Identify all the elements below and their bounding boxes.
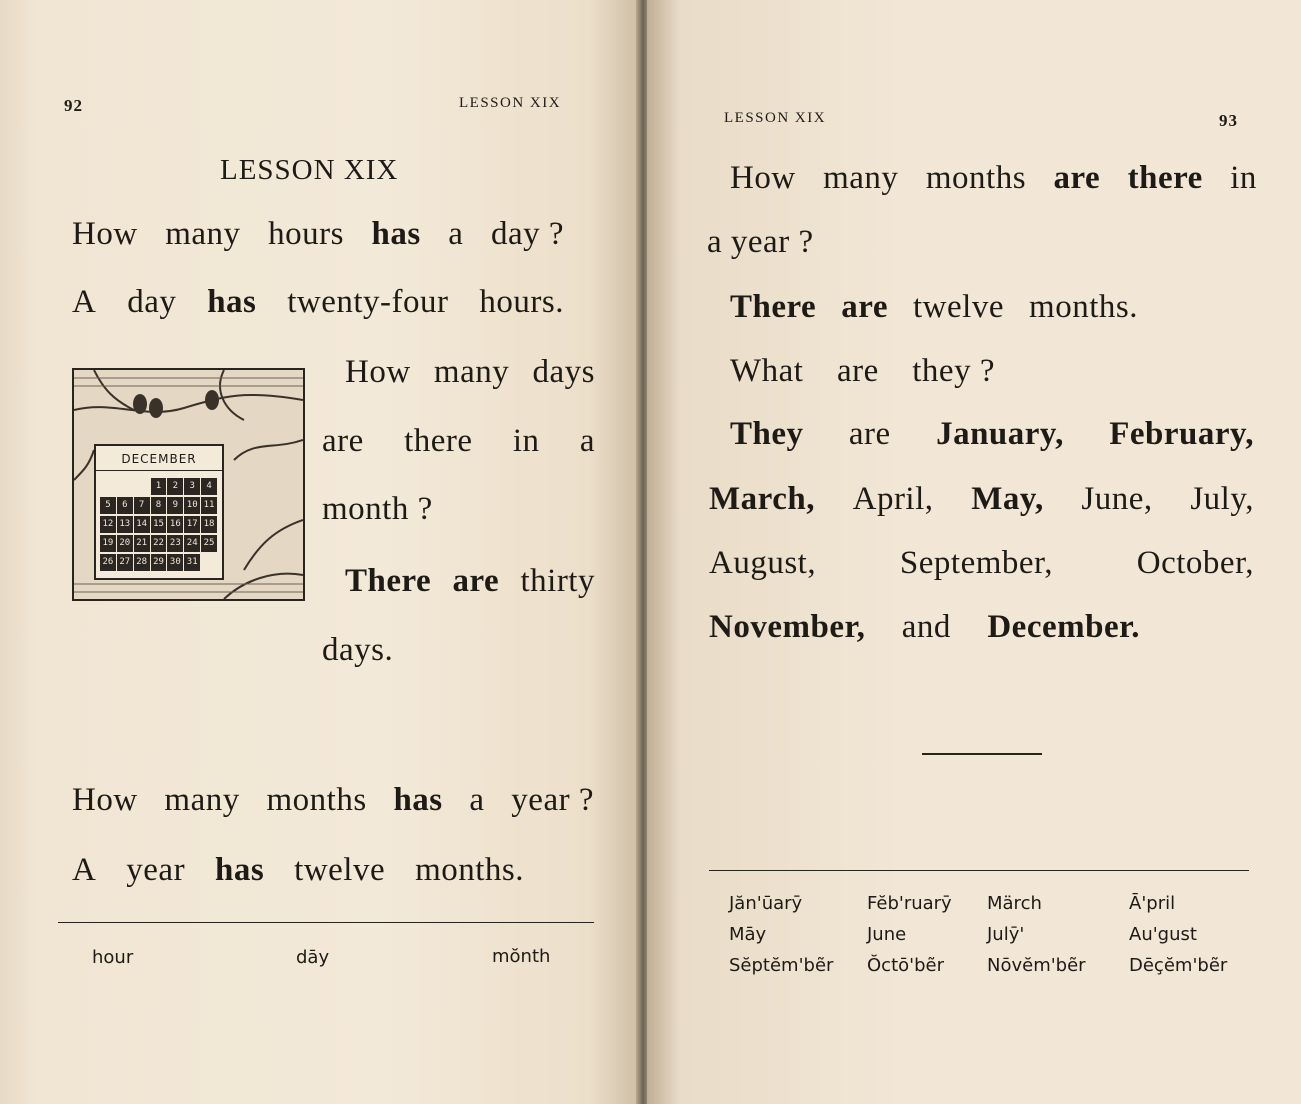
text-line: They are January, February, (730, 416, 1254, 452)
calendar-day: 18 (201, 516, 217, 533)
calendar-day: 30 (167, 554, 183, 571)
page-number: 93 (1219, 111, 1238, 130)
text-line: What are they ? (730, 353, 995, 389)
vocab-word: dāy (296, 947, 330, 968)
calendar-day: 19 (100, 535, 116, 552)
calendar-day: 17 (184, 516, 200, 533)
vocab-word: hour (92, 947, 134, 968)
calendar-day: 12 (100, 516, 116, 533)
calendar-day: 13 (117, 516, 133, 533)
calendar-day: 16 (167, 516, 183, 533)
vocab-word: Sĕptĕm'bẽr (729, 955, 834, 976)
divider-rule (709, 870, 1249, 871)
calendar-day (117, 478, 133, 495)
calendar-day: 2 (167, 478, 183, 495)
calendar-day: 24 (184, 535, 200, 552)
vocab-word: Nōvĕm'bẽr (987, 955, 1086, 976)
left-page (0, 0, 640, 1104)
calendar-illustration (72, 368, 305, 601)
calendar-day: 14 (134, 516, 150, 533)
calendar-day: 25 (201, 535, 217, 552)
calendar-day: 8 (151, 497, 167, 514)
calendar-day (201, 554, 217, 571)
right-page (647, 0, 1301, 1104)
vocab-word: Julȳ' (987, 924, 1025, 945)
vocab-word: Ā'pril (1129, 893, 1176, 914)
vocab-word: Märch (987, 893, 1042, 914)
text-line: How many months has a year ? (72, 782, 594, 818)
text-line: There are thirty (345, 563, 595, 599)
text-line: November, and December. (709, 609, 1140, 645)
vocab-word: Au'gust (1129, 924, 1197, 945)
divider-rule (58, 922, 594, 923)
calendar-day: 11 (201, 497, 217, 514)
calendar-day: 27 (117, 554, 133, 571)
text-line: days. (322, 632, 394, 668)
calendar-day: 22 (151, 535, 167, 552)
text-line: August, September, October, (709, 545, 1254, 581)
lesson-title: LESSON XIX (220, 154, 399, 186)
text-line: a year ? (707, 224, 814, 260)
text-line: A year has twelve months. (72, 852, 524, 888)
calendar-day (134, 478, 150, 495)
text-line: How many hours has a day ? (72, 216, 564, 252)
calendar-day: 10 (184, 497, 200, 514)
calendar-day: 5 (100, 497, 116, 514)
calendar-day: 28 (134, 554, 150, 571)
calendar-day: 9 (167, 497, 183, 514)
running-head: LESSON XIX (724, 110, 827, 126)
text-line: March, April, May, June, July, (709, 481, 1254, 517)
text-line: month ? (322, 491, 433, 527)
calendar-day: 29 (151, 554, 167, 571)
vocab-word: June (867, 924, 907, 945)
page-number: 92 (64, 96, 83, 115)
calendar-day: 7 (134, 497, 150, 514)
calendar-day: 3 (184, 478, 200, 495)
vocab-word: Māy (729, 924, 767, 945)
calendar-day: 4 (201, 478, 217, 495)
running-head: LESSON XIX (459, 95, 562, 111)
text-line: are there in a (322, 423, 595, 459)
vocab-word: Ŏctō'bẽr (867, 955, 944, 976)
calendar-day: 15 (151, 516, 167, 533)
calendar-month: DECEMBER (96, 452, 222, 471)
calendar-grid (100, 478, 218, 571)
vocab-word: Dēçĕm'bẽr (1129, 955, 1228, 976)
calendar-day: 21 (134, 535, 150, 552)
calendar-day (100, 478, 116, 495)
vocab-word: Fĕb'ruarȳ (867, 893, 952, 914)
calendar-day: 31 (184, 554, 200, 571)
text-line: How many days (345, 354, 595, 390)
text-line: There are twelve months. (730, 289, 1138, 325)
calendar-day: 26 (100, 554, 116, 571)
calendar (94, 444, 224, 580)
short-divider (922, 753, 1042, 755)
calendar-day: 1 (151, 478, 167, 495)
text-line: How many months are there in (730, 160, 1257, 196)
vocab-word: Jăn'ūarȳ (729, 893, 803, 914)
text-line: A day has twenty-four hours. (72, 284, 564, 320)
calendar-day: 23 (167, 535, 183, 552)
calendar-day: 20 (117, 535, 133, 552)
calendar-day: 6 (117, 497, 133, 514)
vocab-word: mŏnth (492, 946, 551, 967)
